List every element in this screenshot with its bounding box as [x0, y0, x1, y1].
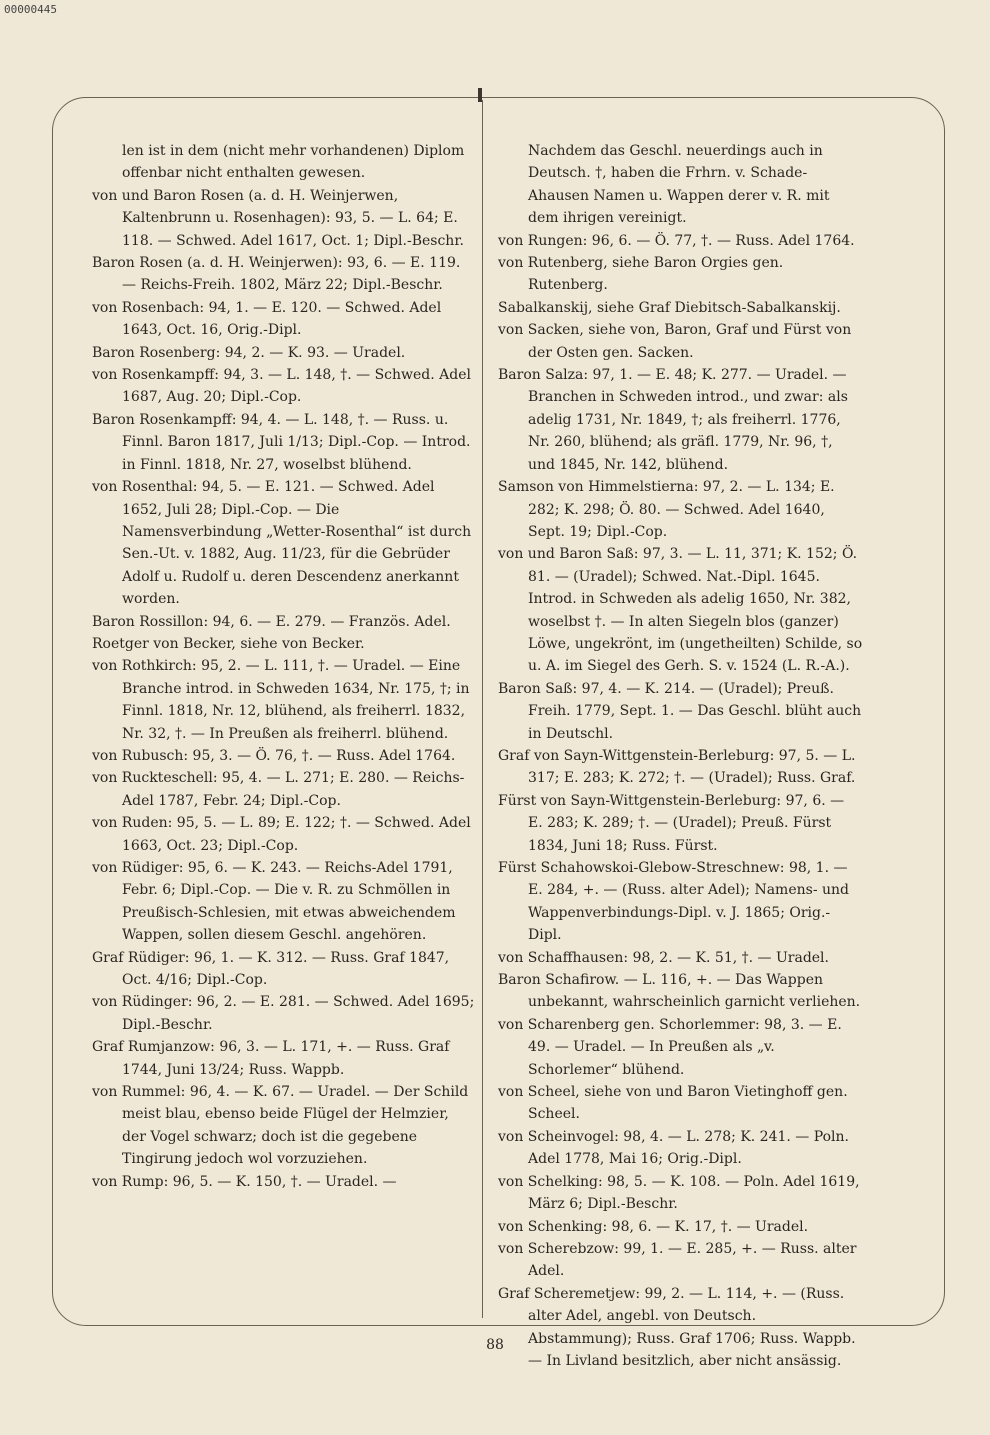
register-entry: von Rubusch: 95, 3. — Ö. 76, †. — Russ. Adel 1764.: [92, 747, 456, 764]
register-entry: von Rummel: 96, 4. — K. 67. — Uradel. — Der Schild meist blau, ebenso beide Flügel der Helmzier, der Vogel schwarz; doch ist die gegebene Tingirung jedoch wol vorzuziehen.: [92, 1084, 469, 1168]
register-entry: von und Baron Saß: 97, 3. — L. 11, 371; K. 152; Ö. 81. — (Uradel); Schwed. Nat.-Dipl. 1645. Introd. in Schweden als adelig 1650, Nr. 382, woselbst †. — In alten Siegeln blos (ganzer) Löwe, ungekrönt, im (ungetheilten) Schilde, so u. A. im Siegel des Gerh. S. v. 1524 (L. R.-A.).: [498, 546, 863, 675]
register-entry: Sabalkanskij, siehe Graf Diebitsch-Sabalkanskij.: [498, 299, 841, 316]
register-entry: Samson von Himmelstierna: 97, 2. — L. 134; E. 282; K. 298; Ö. 80. — Schwed. Adel 1640, Sept. 19; Dipl.-Cop.: [498, 479, 835, 540]
column-divider: [482, 100, 483, 1318]
register-entry: von Rüdinger: 96, 2. — E. 281. — Schwed. Adel 1695; Dipl.-Beschr.: [92, 994, 475, 1033]
left-column: [92, 140, 475, 1193]
register-entry: Baron Rosen (a. d. H. Weinjerwen): 93, 6. — E. 119. — Reichs-Freih. 1802, März 22; Dipl.-Beschr.: [92, 255, 461, 294]
register-entry: von Schelking: 98, 5. — K. 108. — Poln. Adel 1619, März 6; Dipl.-Beschr.: [498, 1173, 860, 1213]
register-entry: von Rosenkampff: 94, 3. — L. 148, †. — Schwed. Adel 1687, Aug. 20; Dipl.-Cop.: [92, 367, 471, 406]
register-entry: von Rungen: 96, 6. — Ö. 77, †. — Russ. Adel 1764.: [498, 232, 855, 249]
register-entry: von Rosenthal: 94, 5. — E. 121. — Schwed. Adel 1652, Juli 28; Dipl.-Cop. — Die Namensverbindung „Wetter-Rosenthal“ ist durch Sen.-Ut. v. 1882, Aug. 11/23, für die Gebrüder Adolf u. Rudolf u. deren Descendenz anerkannt worden.: [92, 479, 472, 608]
register-entry: Baron Rosenberg: 94, 2. — K. 93. — Uradel.: [92, 344, 406, 361]
register-entry: von Scheel, siehe von und Baron Vietinghoff gen. Scheel.: [498, 1084, 848, 1123]
scan-id: 00000445: [4, 3, 57, 16]
register-entry: von Schenking: 98, 6. — K. 17, †. — Uradel.: [498, 1218, 809, 1235]
register-entry: len ist in dem (nicht mehr vorhandenen) Diplom offenbar nicht enthalten gewesen.: [122, 143, 465, 182]
register-entry: Graf Rüdiger: 96, 1. — K. 312. — Russ. Graf 1847, Oct. 4/16; Dipl.-Cop.: [92, 949, 450, 989]
register-entry: Graf Rumjanzow: 96, 3. — L. 171, +. — Russ. Graf 1744, Juni 13/24; Russ. Wappb.: [92, 1039, 450, 1078]
register-entry: von Sacken, siehe von, Baron, Graf und Fürst von der Osten gen. Sacken.: [498, 322, 852, 361]
register-entry: Fürst von Sayn-Wittgenstein-Berleburg: 97, 6. — E. 283; K. 289; †. — (Uradel); Preuß. Fürst 1834, Juni 18; Russ. Fürst.: [498, 792, 845, 854]
register-entry: Fürst Schahowskoi-Glebow-Streschnew: 98, 1. — E. 284, +. — (Russ. alter Adel); Namens- und Wappenverbindungs-Dipl. v. J. 1865; Orig.-Dipl.: [498, 860, 849, 944]
register-entry: Nachdem das Geschl. neuerdings auch in Deutsch. †, haben die Frhrn. v. Schade-Ahausen Namen u. Wappen derer v. R. mit dem ihrigen vereinigt.: [528, 143, 830, 227]
register-entry: von Scherebzow: 99, 1. — E. 285, +. — Russ. alter Adel.: [498, 1240, 857, 1280]
register-entry: Baron Schafirow. — L. 116, +. — Das Wappen unbekannt, wahrscheinlich garnicht verliehen.: [498, 972, 861, 1011]
register-entry: von Ruden: 95, 5. — L. 89; E. 122; †. — Schwed. Adel 1663, Oct. 23; Dipl.-Cop.: [92, 815, 471, 854]
register-entry: von Rosenbach: 94, 1. — E. 120. — Schwed. Adel 1643, Oct. 16, Orig.-Dipl.: [92, 299, 442, 339]
register-entry: von Scheinvogel: 98, 4. — L. 278; K. 241. — Poln. Adel 1778, Mai 16; Orig.-Dipl.: [498, 1128, 849, 1168]
register-entry: Baron Salza: 97, 1. — E. 48; K. 277. — Uradel. — Branchen in Schweden introd., und zwar: als adelig 1731, Nr. 1849, †; als freiherrl. 1776, Nr. 260, blühend; als gräfl. 1779, Nr. 96, †, und 1845, Nr. 142, blühend.: [498, 367, 848, 473]
register-entry: Graf Scheremetjew: 99, 2. — L. 114, +. — (Russ. alter Adel, angebl. von Deutsch. Abstammung); Russ. Graf 1706; Russ. Wappb. — In Livland besitzlich, aber nicht ansässig.: [498, 1285, 856, 1369]
right-column: [498, 140, 863, 1372]
register-entry: Roetger von Becker, siehe von Becker.: [92, 635, 365, 652]
register-entry: von Rothkirch: 95, 2. — L. 111, †. — Uradel. — Eine Branche introd. in Schweden 1634, Nr. 175, †; in Finnl. 1818, Nr. 12, blühend, als freiherrl. 1832, Nr. 32, †. — In Preußen als freiherrl. blühend.: [92, 658, 470, 742]
register-entry: Graf von Sayn-Wittgenstein-Berleburg: 97, 5. — L. 317; E. 283; K. 272; †. — (Uradel); Russ. Graf.: [498, 747, 856, 787]
page-number: 88: [486, 1337, 504, 1353]
register-entry: von Ruckteschell: 95, 4. — L. 271; E. 280. — Reichs-Adel 1787, Febr. 24; Dipl.-Cop.: [92, 770, 465, 809]
register-entry: von Scharenberg gen. Schorlemmer: 98, 3. — E. 49. — Uradel. — In Preußen als „v. Schorlemer“ blühend.: [498, 1016, 842, 1078]
register-entry: von und Baron Rosen (a. d. H. Weinjerwen, Kaltenbrunn u. Rosenhagen): 93, 5. — L. 64; E. 118. — Schwed. Adel 1617, Oct. 1; Dipl.-Beschr.: [92, 187, 464, 249]
register-entry: von Schaffhausen: 98, 2. — K. 51, †. — Uradel.: [498, 949, 829, 966]
register-entry: von Rump: 96, 5. — K. 150, †. — Uradel. —: [92, 1173, 397, 1190]
register-entry: Baron Rossillon: 94, 6. — E. 279. — Französ. Adel.: [92, 613, 451, 630]
register-entry: von Rüdiger: 95, 6. — K. 243. — Reichs-Adel 1791, Febr. 6; Dipl.-Cop. — Die v. R. zu Schmöllen in Preußisch-Schlesien, mit etwas abweichendem Wappen, sollen diesem Geschl. angehören.: [92, 860, 456, 944]
register-entry: von Rutenberg, siehe Baron Orgies gen. Rutenberg.: [498, 255, 784, 294]
register-entry: Baron Rosenkampff: 94, 4. — L. 148, †. — Russ. u. Finnl. Baron 1817, Juli 1/13; Dipl.-Cop. — Introd. in Finnl. 1818, Nr. 27, woselbst blühend.: [92, 411, 471, 473]
register-entry: Baron Saß: 97, 4. — K. 214. — (Uradel); Preuß. Freih. 1779, Sept. 1. — Das Geschl. blüht auch in Deutschl.: [498, 680, 862, 742]
